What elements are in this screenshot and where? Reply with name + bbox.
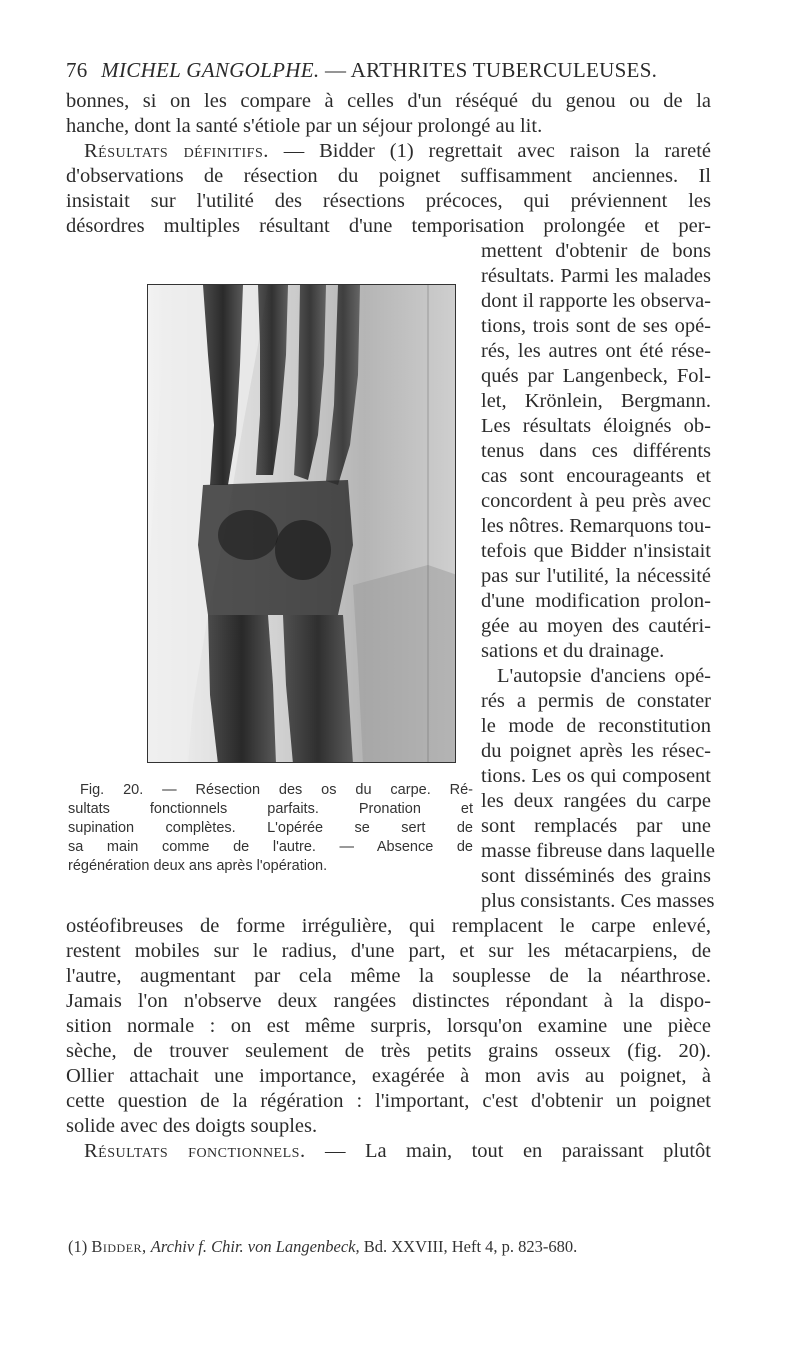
- text-line: le mode de reconstitution: [481, 715, 711, 737]
- text-line-rest: — La main, tout en paraissant plutôt: [325, 1140, 711, 1162]
- text-line: désordres multiples résultant d'une temporisation prolongée et per-: [66, 215, 711, 237]
- text-line: restent mobiles sur le radius, d'une part, et sur les métacarpiens, de: [66, 940, 711, 962]
- text-line: sations et du drainage.: [481, 640, 665, 662]
- header-title: — ARTHRITES TUBERCULEUSES.: [324, 58, 658, 82]
- text-line-rest: — Bidder (1) regrettait avec raison la rareté: [283, 140, 712, 162]
- text-line: ostéofibreuses de forme irrégulière, qui remplacent le carpe enlevé,: [66, 915, 711, 937]
- text-line: solide avec des doigts souples.: [66, 1115, 318, 1137]
- page-number: 76: [66, 58, 88, 82]
- text-line: insistait sur l'utilité des résections précoces, qui préviennent les: [66, 190, 711, 212]
- text-line: sèche, de trouver seulement de très petits grains osseux (fig. 20).: [66, 1040, 711, 1062]
- text-line: gée au moyen des cautéri-: [481, 615, 711, 637]
- text-line: cas sont encourageants et: [481, 465, 711, 487]
- footnote-ref: Bd. XXVIII, Heft 4, p. 823-680.: [363, 1237, 578, 1256]
- text-line: Ollier attachait une importance, exagérée à mon avis au poignet, à: [66, 1065, 711, 1087]
- text-line: tions, trois sont de ses opé-: [481, 315, 711, 337]
- text-line: dont il rapporte les observa-: [481, 290, 711, 312]
- text-line: Jamais l'on n'observe deux rangées distinctes répondant à la dispo-: [66, 990, 711, 1012]
- text-line: les deux rangées du carpe: [481, 790, 711, 812]
- text-line: mettent d'obtenir de bons: [481, 240, 711, 262]
- text-line: les nôtres. Remarquons tou-: [481, 515, 712, 537]
- text-line: d'observations de résection du poignet suffisamment anciennes. Il: [66, 165, 711, 187]
- text-line: sont disséminés des grains: [481, 865, 711, 887]
- text-line: hanche, dont la santé s'étiole par un séjour prolongé au lit.: [66, 115, 543, 137]
- xray-figure: [147, 284, 456, 763]
- text-line: Les résultats éloignés ob-: [481, 415, 711, 437]
- section-heading: Résultats fonctionnels.: [84, 1140, 306, 1162]
- figure-caption-line: régénération deux ans après l'opération.: [68, 858, 328, 874]
- figure-caption-line: Fig. 20. — Résection des os du carpe. Ré-: [80, 782, 473, 798]
- text-line: concordent à peu près avec: [481, 490, 711, 512]
- text-line: sont remplacés par une: [481, 815, 711, 837]
- text-line: tenus dans ces différents: [481, 440, 711, 462]
- text-line: du poignet après les résec-: [481, 740, 711, 762]
- xray-image: [148, 285, 456, 763]
- figure-caption-line: supination complètes. L'opérée se sert de: [68, 820, 473, 836]
- text-line: bonnes, si on les compare à celles d'un réséqué du genou ou de la: [66, 90, 711, 112]
- text-line-with-heading: [84, 1139, 711, 1163]
- running-header: [66, 58, 716, 83]
- text-line: qués par Langenbeck, Fol-: [481, 365, 711, 387]
- footnote: [68, 1237, 728, 1257]
- text-line: pas sur l'utilité, la nécessité: [481, 565, 711, 587]
- text-line: l'autre, augmentant par cela même la souplesse de la néarthrose.: [66, 965, 711, 987]
- footnote-marker: (1): [68, 1237, 88, 1256]
- text-line: tions. Les os qui composent: [481, 765, 711, 787]
- text-line: L'autopsie d'anciens opé-: [497, 665, 711, 687]
- text-line: cette question de la régération : l'important, c'est d'obtenir un poignet: [66, 1090, 711, 1112]
- figure-caption-line: sultats fonctionnels parfaits. Pronation et: [68, 801, 473, 817]
- text-line: tefois que Bidder n'insistait: [481, 540, 711, 562]
- footnote-author: Bidder,: [91, 1237, 147, 1256]
- text-line-with-heading: [84, 139, 711, 163]
- text-line: plus consistants. Ces masses: [481, 890, 715, 912]
- header-author: MICHEL GANGOLPHE.: [101, 58, 320, 82]
- text-line: let, Krönlein, Bergmann.: [481, 390, 711, 412]
- text-line: d'une modification prolon-: [481, 590, 711, 612]
- text-line: rés a permis de constater: [481, 690, 711, 712]
- text-line: résultats. Parmi les malades: [481, 265, 711, 287]
- text-line: rés, les autres ont été rése-: [481, 340, 711, 362]
- section-heading: Résultats définitifs.: [84, 140, 269, 162]
- text-line: sition normale : on est même surpris, lorsqu'on examine une pièce: [66, 1015, 711, 1037]
- footnote-journal: Archiv f. Chir. von Langenbeck,: [150, 1237, 360, 1256]
- text-line: masse fibreuse dans laquelle: [481, 840, 715, 862]
- figure-caption-line: sa main comme de l'autre. — Absence de: [68, 839, 473, 855]
